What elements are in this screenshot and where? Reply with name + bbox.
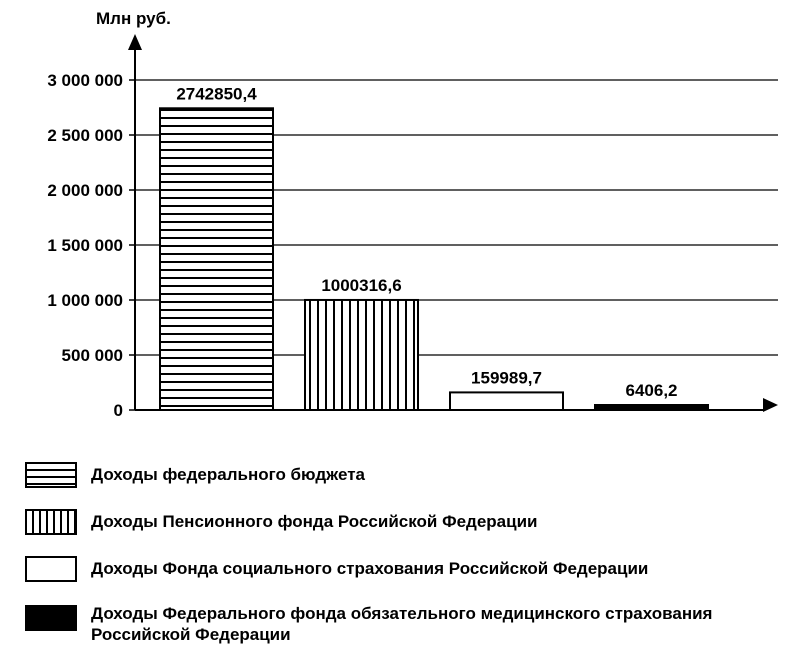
value-label-1: 2742850,4 [176, 84, 257, 104]
legend-label: Доходы федерального бюджета [91, 465, 365, 484]
y-axis-arrow [128, 34, 142, 50]
bar-1 [160, 108, 273, 410]
legend-swatch-vertical-stripes [25, 509, 77, 535]
x-axis-arrow [763, 398, 778, 412]
bars [160, 108, 708, 410]
legend-label: Доходы Фонда социального страхования Российской Федерации [91, 559, 649, 578]
legend-label: Доходы Федерального фонда обязательного медицинского страхования Российской Федерации [91, 604, 713, 644]
legend-item-pension-fund [25, 509, 537, 535]
legend-item-social-insurance-fund [25, 556, 648, 582]
y-tick-label: 1 500 000 [47, 236, 123, 255]
y-tick-label: 500 000 [61, 346, 123, 365]
y-tick-label: 0 [113, 401, 123, 420]
y-tick-labels [47, 71, 123, 420]
value-label-3: 159989,7 [471, 368, 542, 388]
legend-item-federal-budget [25, 462, 365, 488]
y-tick-label: 3 000 000 [47, 71, 123, 90]
y-tick-label: 2 500 000 [47, 126, 123, 145]
y-tick-label: 1 000 000 [47, 291, 123, 310]
legend-swatch-white [25, 556, 77, 582]
legend-item-medical-insurance-fund [25, 605, 751, 645]
value-label-2: 1000316,6 [321, 275, 402, 295]
y-axis-label: Млн руб. [96, 9, 171, 28]
value-label-4: 6406,2 [625, 381, 678, 400]
legend-swatch-horizontal-stripes [25, 462, 77, 488]
bar-3 [450, 392, 563, 410]
legend-label: Доходы Пенсионного фонда Российской Федерации [91, 512, 538, 531]
y-tick-label: 2 000 000 [47, 181, 123, 200]
bar-2 [305, 300, 418, 410]
legend-swatch-black [25, 605, 77, 631]
